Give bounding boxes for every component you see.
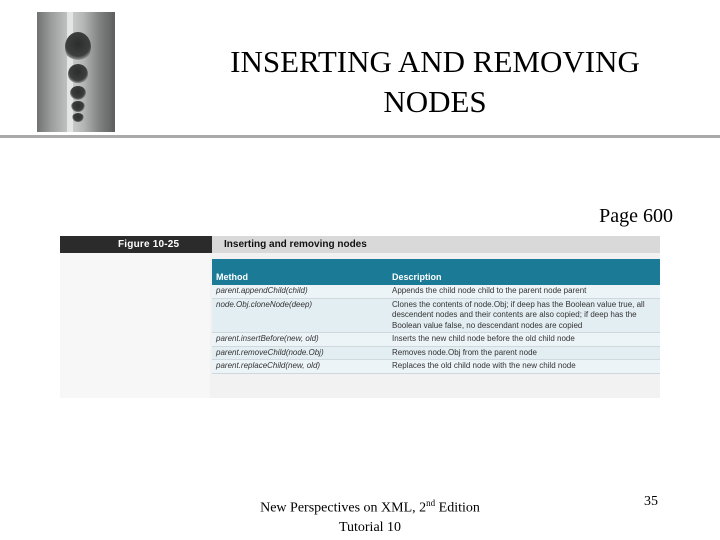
table-row [212,346,660,360]
footer-book-title: New Perspectives on XML, 2 [260,500,427,516]
figure-header [60,236,660,253]
methods-table [212,259,660,374]
description-cell: Appends the child node child to the parent node parent [388,285,660,298]
footer-line2: Tutorial 10 [338,519,402,535]
footer-ordinal-suffix: nd [426,498,436,508]
photo-arch [65,32,91,62]
table-row [212,333,660,347]
figure-image [60,236,660,398]
description-cell: Removes node.Obj from the parent node [388,346,660,360]
figure-label: Figure 10-25 [60,236,212,253]
photo-arch [71,101,85,112]
description-cell: Inserts the new child node before the old child node [388,333,660,347]
figure-title: Inserting and removing nodes [212,236,660,253]
table-header-row [212,259,660,285]
method-cell: parent.insertBefore(new, old) [212,333,388,347]
footer-edition: Edition [435,500,480,516]
column-header-description: Description [388,259,660,285]
table-row [212,298,660,333]
slide-title-line2: NODES [383,84,487,119]
page-number: 35 [644,494,658,509]
slide-title-line1: INSERTING AND REMOVING [230,44,640,79]
description-cell: Replaces the old child node with the new child node [388,360,660,374]
method-cell: parent.appendChild(child) [212,285,388,298]
figure-body [60,253,660,398]
header-photo [37,12,115,132]
page-reference: Page 600 [599,205,673,227]
photo-arch [72,113,84,122]
table-row [212,360,660,374]
header-divider [0,135,720,138]
footer-citation [210,494,530,537]
description-cell: Clones the contents of node.Obj; if deep has the Boolean value true, all descendent nodes and their contents are also copied; if deep has the Boolean value false, no descendant nodes are copied [388,298,660,333]
photo-arch [70,86,86,100]
table-row [212,285,660,298]
column-header-method: Method [212,259,388,285]
footer-line1 [210,494,530,518]
figure-gutter [60,253,210,398]
method-cell: node.Obj.cloneNode(deep) [212,298,388,333]
method-cell: parent.removeChild(node.Obj) [212,346,388,360]
slide-title [190,42,680,122]
method-cell: parent.replaceChild(new, old) [212,360,388,374]
photo-arch [68,64,88,84]
